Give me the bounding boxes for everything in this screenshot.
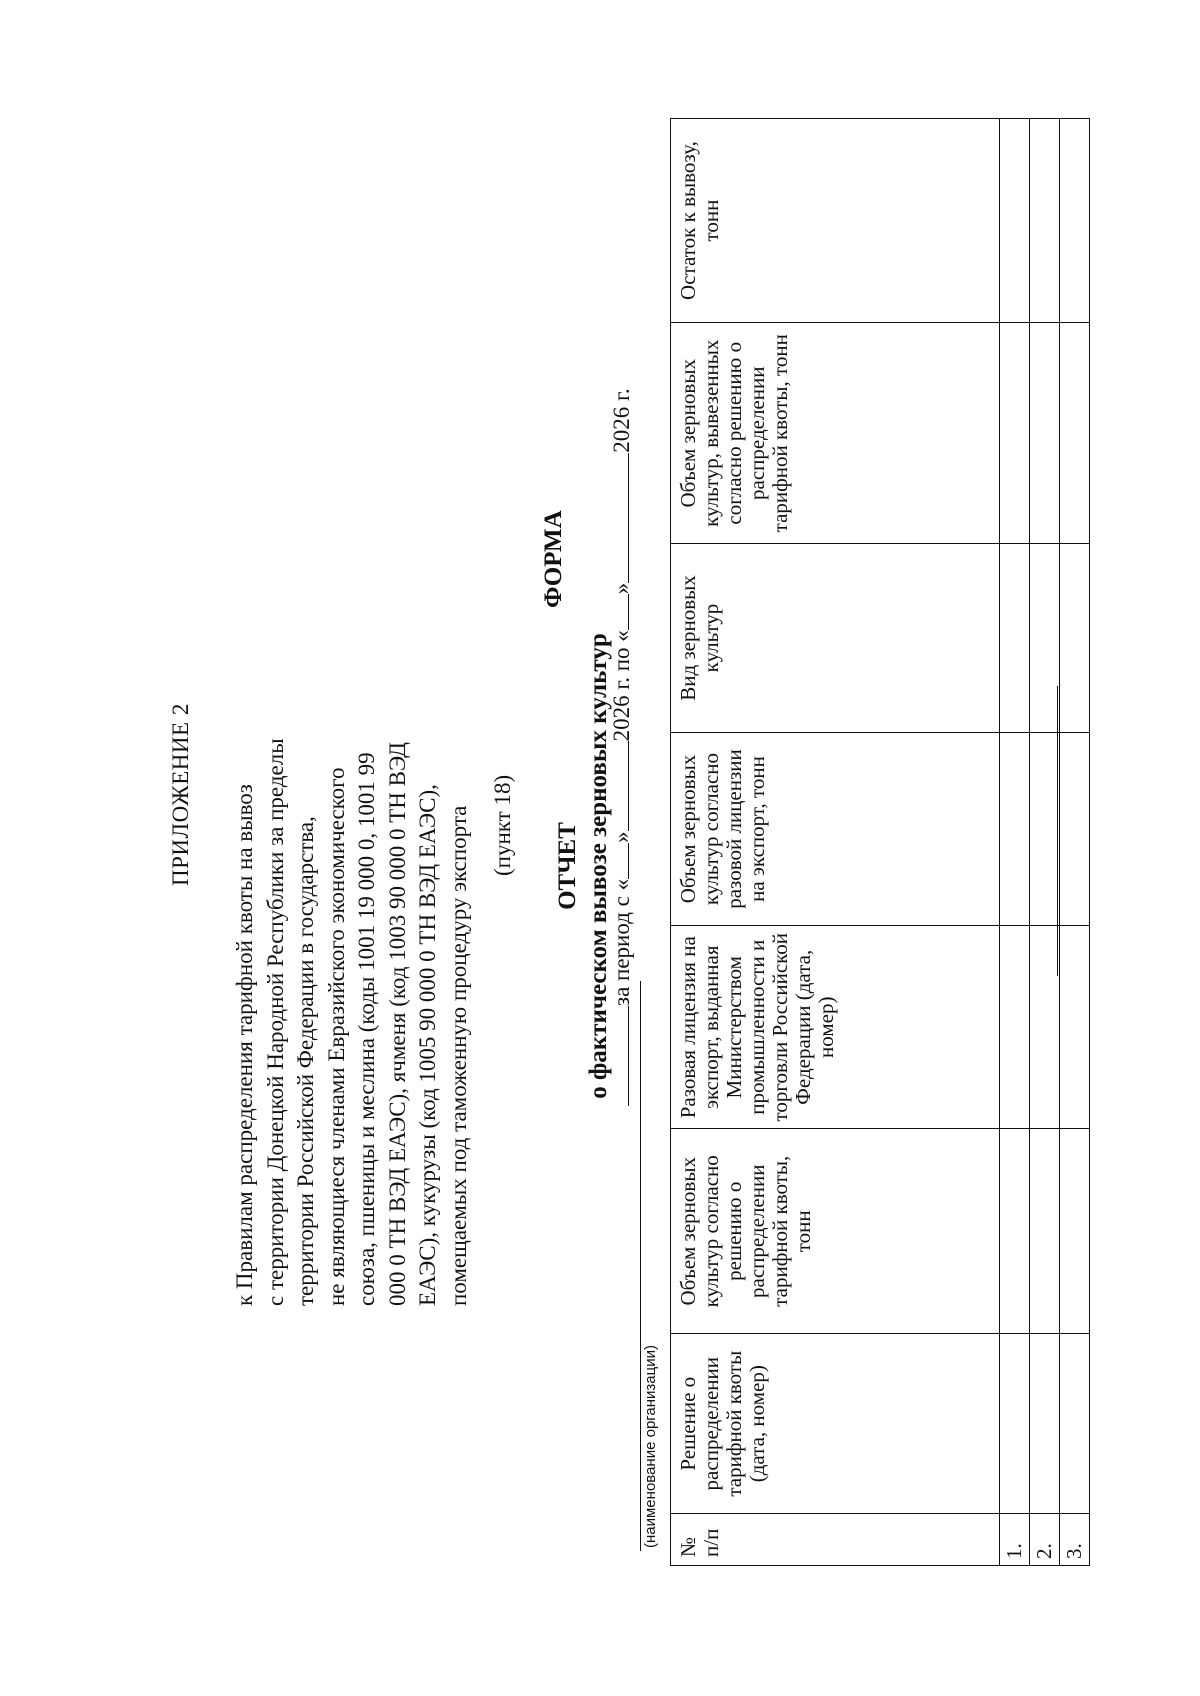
header-grain-type: Вид зерновых культур: [671, 544, 1000, 732]
rules-line: ЕАЭС), кукурузы (код 1005 90 000 0 ТН ВЭД ЕАЭС),: [415, 784, 440, 1306]
period-prefix: за период с «: [609, 878, 634, 1006]
table-cell[interactable]: [1060, 119, 1090, 323]
table-cell[interactable]: [1000, 323, 1030, 544]
rules-line: территории Российской Федерации в государства,: [293, 816, 318, 1306]
header-remaining-volume: Остаток к вывозу, тонн: [671, 119, 1000, 323]
period-line: [608, 388, 635, 1106]
row-number: 1.: [1000, 1513, 1030, 1565]
table-cell[interactable]: [1000, 1334, 1030, 1513]
rules-line: к Правилам распределения тарифной квоты на вывоз: [232, 784, 257, 1306]
table-cell[interactable]: [1060, 323, 1090, 544]
form-label: ФОРМА: [540, 510, 567, 608]
table-header-row: [671, 119, 1000, 1566]
appendix-title: ПРИЛОЖЕНИЕ 2: [168, 703, 193, 886]
report-table: [670, 118, 1090, 1566]
table-cell[interactable]: [1030, 119, 1060, 323]
period-prefix-blank[interactable]: [608, 1006, 629, 1106]
table-cell[interactable]: [1030, 1334, 1060, 1513]
report-title-block: [552, 566, 614, 1166]
table-row: [1000, 119, 1030, 1566]
table-cell[interactable]: [1030, 1129, 1060, 1334]
table-cell[interactable]: [1030, 926, 1060, 1129]
organization-line[interactable]: [640, 981, 641, 1551]
rules-line: помещаемых под таможенную процедуру экспорта: [445, 805, 471, 1306]
rules-line: 000 0 ТН ВЭД ЕАЭС), ячменя (код 1003 90 000 0 ТН ВЭД: [384, 742, 410, 1306]
table-cell[interactable]: [1060, 926, 1090, 1129]
table-cell[interactable]: [1060, 544, 1090, 732]
table-cell[interactable]: [1060, 1129, 1090, 1334]
header-export-license: Разовая лицензия на экспорт, выданная Министерством промышленности и торговли Российской Федерации (дата, номер): [671, 926, 1000, 1129]
table-cell[interactable]: [1030, 323, 1060, 544]
rules-line: не являющиеся членами Евразийского экономического: [323, 767, 349, 1306]
table-cell[interactable]: [1000, 119, 1030, 323]
table-cell[interactable]: [1000, 926, 1030, 1129]
table-cell[interactable]: [1000, 544, 1030, 732]
row-number: 2.: [1030, 1513, 1060, 1565]
table-row: [1060, 119, 1090, 1566]
item-reference: (пункт 18): [490, 774, 515, 876]
rules-line: союза, пшеницы и меслина (коды 1001 19 000 0, 1001 99: [354, 752, 379, 1306]
header-volume-by-decision: Объем зерновых культур согласно решению о распределении тарифной квоты, тонн: [671, 1129, 1000, 1334]
header-quota-decision: Решение о распределении тарифной квоты (дата, номер): [671, 1334, 1000, 1513]
header-volume-exported: Объем зерновых культур, вывезенных согласно решению о распределении тарифной квоты, тонн: [671, 323, 1000, 544]
table-cell[interactable]: [1060, 732, 1090, 926]
report-subtitle: о фактическом вывозе зерновых культур: [585, 633, 612, 1099]
table-cell[interactable]: [1060, 1334, 1090, 1513]
row-number: 3.: [1060, 1513, 1090, 1565]
header-number: № п/п: [671, 1513, 1000, 1565]
period-start-month-blank[interactable]: [608, 741, 629, 831]
period-quote-1: »: [609, 831, 634, 843]
rules-line: с территории Донецкой Народной Республики за пределы: [262, 738, 288, 1306]
organization-label: (наименование организации): [642, 1345, 659, 1548]
period-mid: 2026 г. по «: [609, 630, 634, 742]
period-start-day-blank[interactable]: [608, 843, 629, 879]
rules-reference-text: [230, 396, 474, 1306]
period-end-day-blank[interactable]: [608, 594, 629, 630]
header-volume-by-license: Объем зерновых культур согласно разовой лицензии на экспорт, тонн: [671, 732, 1000, 926]
table-cell[interactable]: [1000, 732, 1030, 926]
table-row: [1030, 119, 1060, 1566]
period-suffix: 2026 г.: [609, 388, 634, 453]
table-cell[interactable]: [1030, 544, 1060, 732]
table-cell[interactable]: [1030, 732, 1060, 926]
table-cell[interactable]: [1000, 1129, 1030, 1334]
footnote-divider: [1057, 686, 1058, 976]
period-quote-2: »: [609, 582, 634, 595]
period-end-month-blank[interactable]: [608, 453, 629, 583]
report-title: ОТЧЕТ: [554, 822, 581, 910]
